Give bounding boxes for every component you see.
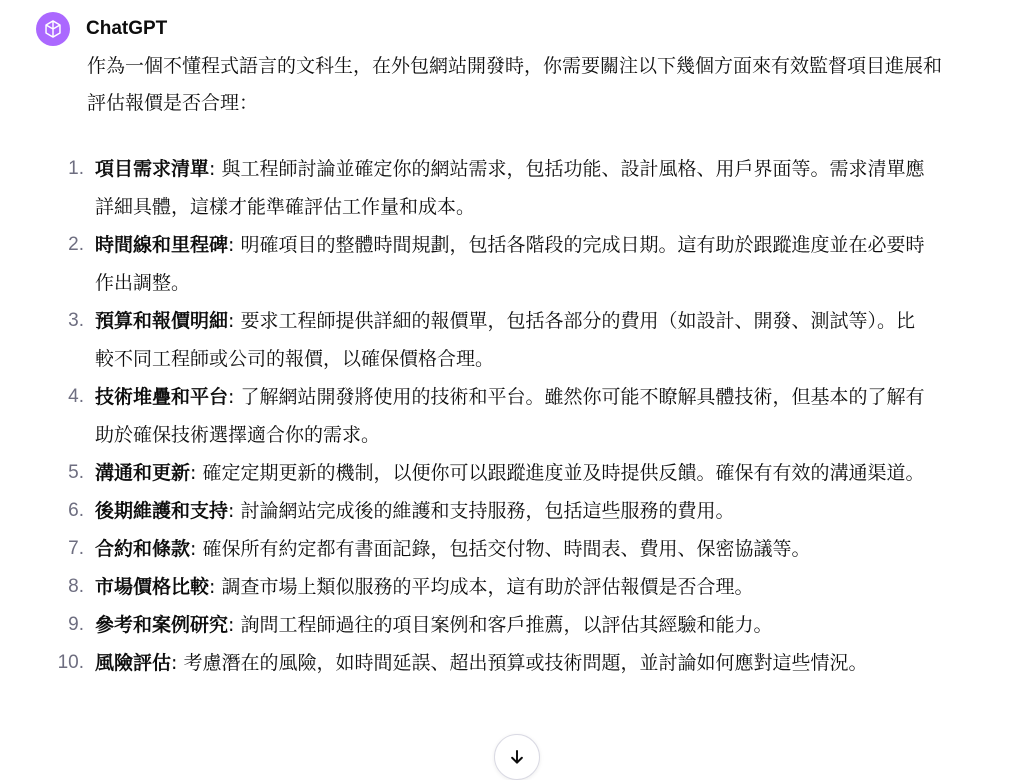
item-text: : 確保所有約定都有書面記錄，包括交付物、時間表、費用、保密協議等。 [190, 538, 811, 560]
list-item [0, 226, 1024, 302]
item-term: 預算和報價明細 [95, 310, 229, 332]
advice-list [0, 150, 1024, 682]
list-item [0, 492, 1024, 530]
item-term: 時間線和里程碑 [95, 234, 229, 256]
item-term: 項目需求清單 [95, 158, 210, 180]
list-item [0, 378, 1024, 454]
item-term: 參考和案例研究 [95, 614, 229, 636]
list-number: 7. [68, 538, 84, 559]
list-item [0, 530, 1024, 568]
item-text: : 確定定期更新的機制，以便你可以跟蹤進度並及時提供反饋。確保有有效的溝通渠道。 [190, 462, 925, 484]
list-number: 2. [68, 234, 84, 255]
item-term: 市場價格比較 [95, 576, 210, 598]
list-item [0, 606, 1024, 644]
list-item [0, 150, 1024, 226]
item-term: 技術堆疊和平台 [95, 386, 229, 408]
item-text: : 詢問工程師過往的項目案例和客戶推薦，以評估其經驗和能力。 [228, 614, 773, 636]
list-item [0, 302, 1024, 378]
list-item [0, 454, 1024, 492]
list-number: 4. [68, 386, 84, 407]
list-item [0, 644, 1024, 682]
scroll-to-bottom-button[interactable] [494, 734, 540, 780]
message-intro: 作為一個不懂程式語言的文科生，在外包網站開發時，你需要關注以下幾個方面來有效監督項目進展和評估報價是否合理： [87, 55, 943, 114]
item-text: : 明確項目的整體時間規劃，包括各階段的完成日期。這有助於跟蹤進度並在必要時作出調整。 [95, 234, 925, 294]
list-number: 6. [68, 500, 84, 521]
item-text: : 考慮潛在的風險，如時間延誤、超出預算或技術問題，並討論如何應對這些情況。 [171, 652, 868, 674]
item-text: : 要求工程師提供詳細的報價單，包括各部分的費用（如設計、開發、測試等）。比較不同工程師或公司的報價，以確保價格合理。 [95, 310, 915, 370]
message-header [36, 12, 167, 46]
list-number: 9. [68, 614, 84, 635]
list-number: 1. [68, 158, 84, 179]
item-term: 風險評估 [95, 652, 172, 674]
author-name: ChatGPT [86, 18, 168, 39]
item-text: : 調查市場上類似服務的平均成本，這有助於評估報價是否合理。 [209, 576, 754, 598]
item-term: 溝通和更新 [95, 462, 191, 484]
item-term: 後期維護和支持 [95, 500, 229, 522]
list-item [0, 568, 1024, 606]
openai-logo-icon [36, 12, 70, 46]
list-number: 10. [57, 652, 84, 673]
item-term: 合約和條款 [95, 538, 191, 560]
list-number: 3. [68, 310, 84, 331]
list-number: 8. [68, 576, 84, 597]
item-text: : 與工程師討論並確定你的網站需求，包括功能、設計風格、用戶界面等。需求清單應詳細具體，這樣才能準確評估工作量和成本。 [95, 158, 925, 218]
item-text: : 了解網站開發將使用的技術和平台。雖然你可能不瞭解具體技術，但基本的了解有助於確保技術選擇適合你的需求。 [95, 386, 925, 446]
list-number: 5. [68, 462, 84, 483]
item-text: : 討論網站完成後的維護和支持服務，包括這些服務的費用。 [228, 500, 735, 522]
arrow-down-icon [508, 748, 526, 766]
